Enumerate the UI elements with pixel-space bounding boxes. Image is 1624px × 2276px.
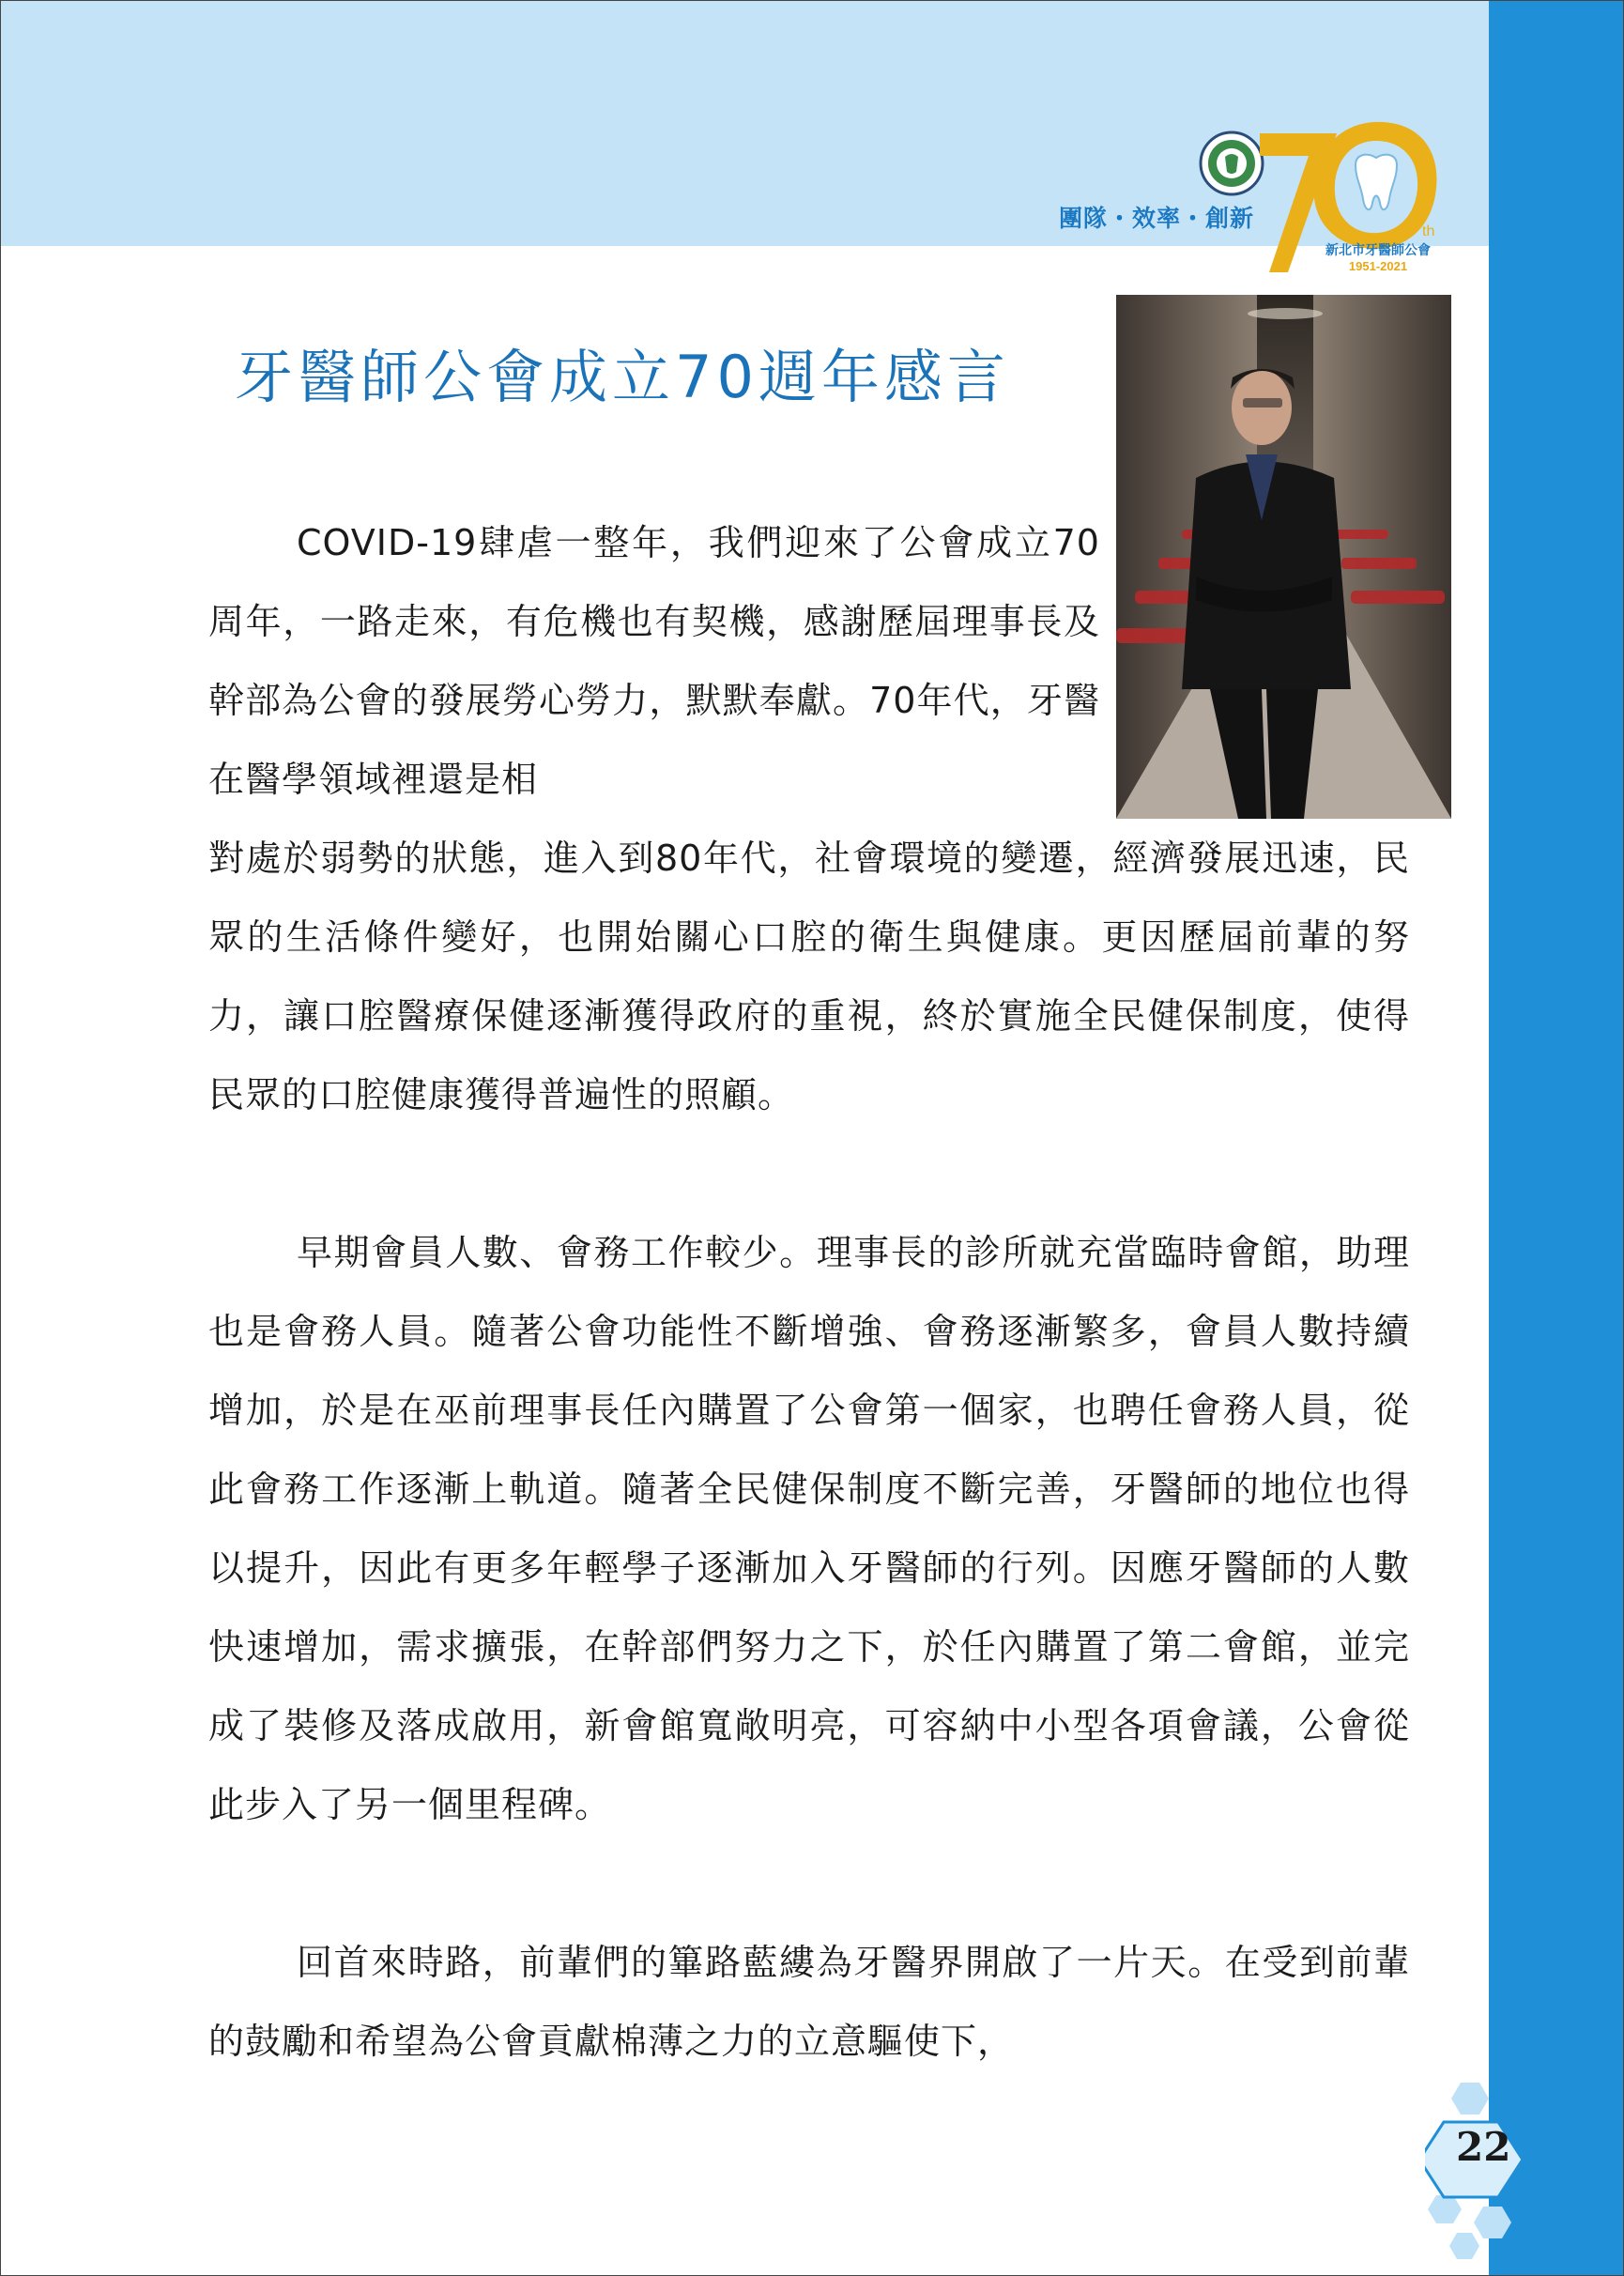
motto: 團隊・效率・創新 <box>1059 205 1255 232</box>
anniversary-years: 1951-2021 <box>1348 259 1408 273</box>
page-number: 22 <box>1456 2124 1511 2170</box>
paragraph-3: 回首來時路，前輩們的篳路藍縷為牙醫界開啟了一片天。在受到前輩的鼓勵和希望為公會貢獻棉薄之力的立意驅使下， <box>208 1942 1410 2062</box>
paragraph-1-part-1 <box>208 503 1100 819</box>
portrait-photo <box>1116 295 1451 819</box>
side-band <box>1489 0 1624 2276</box>
page-title: 牙醫師公會成立70週年感言 <box>235 343 1010 411</box>
paragraph-1-part-1-text: COVID-19肆虐一整年，我們迎來了公會成立70周年，一路走來，有危機也有契機，感謝歷屆理事長及幹部為公會的發展勞心勞力，默默奉獻。70年代，牙醫在醫學領域裡還是相 <box>208 522 1100 800</box>
association-name: 新北市牙醫師公會 <box>1325 243 1431 258</box>
paragraph-1-part-2: 對處於弱勢的狀態，進入到80年代，社會環境的變遷，經濟發展迅速，民眾的生活條件變好，也開始關心口腔的衛生與健康。更因歷屆前輩的努力，讓口腔醫療保健逐漸獲得政府的重視，終於實施全民健保制度，使得民眾的口腔健康獲得普遍性的照顧。 <box>208 838 1410 1115</box>
anniversary-suffix: th <box>1422 223 1435 239</box>
paragraph-2: 早期會員人數、會務工作較少。理事長的診所就充當臨時會館，助理也是會務人員。隨著公會功能性不斷增強、會務逐漸繁多，會員人數持續增加，於是在巫前理事長任內購置了公會第一個家，也聘任會務人員，從此會務工作逐漸上軌道。隨著全民健保制度不斷完善，牙醫師的地位也得以提升，因此有更多年輕學子逐漸加入牙醫師的行列。因應牙醫師的人數快速增加，需求擴張，在幹部們努力之下，於任內購置了第二會館，並完成了裝修及落成啟用，新會館寬敞明亮，可容納中小型各項會議，公會從此步入了另一個里程碑。 <box>208 1232 1410 1825</box>
